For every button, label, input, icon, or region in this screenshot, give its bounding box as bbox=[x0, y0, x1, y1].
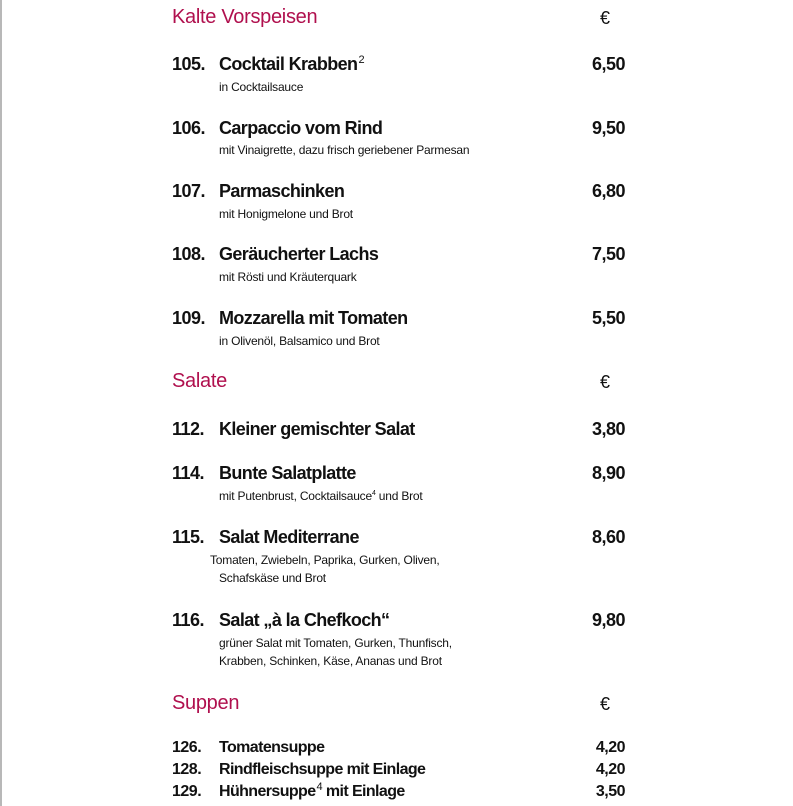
item-price: 3,80 bbox=[591, 419, 625, 439]
item-price: 9,80 bbox=[591, 610, 625, 630]
section-title-kalte-vorspeisen: Kalte Vorspeisen bbox=[172, 6, 318, 28]
item-description: grüner Salat mit Tomaten, Gurken, Thunfisch, bbox=[219, 636, 452, 650]
item-price: 8,90 bbox=[591, 463, 625, 483]
item-name: Mozzarella mit Tomaten bbox=[219, 308, 408, 328]
item-price: 9,50 bbox=[591, 118, 625, 138]
item-price: 5,50 bbox=[591, 308, 625, 328]
item-name: Bunte Salatplatte bbox=[219, 463, 356, 483]
item-number: 126. bbox=[172, 739, 202, 756]
item-number: 129. bbox=[172, 783, 202, 800]
item-description: Krabben, Schinken, Käse, Ananas und Brot bbox=[219, 654, 442, 668]
item-description: Schafskäse und Brot bbox=[219, 571, 326, 585]
item-description: mit Honigmelone und Brot bbox=[219, 207, 353, 221]
item-number: 128. bbox=[172, 761, 202, 778]
item-name: Hühnersuppe$^4$ mit Einlage bbox=[219, 780, 405, 800]
item-number: 106. bbox=[172, 118, 206, 138]
item-name: Salat „à la Chefkoch“ bbox=[219, 610, 390, 630]
page-left-border bbox=[0, 0, 2, 806]
section-title-suppen: Suppen bbox=[172, 692, 240, 714]
section-title-salate: Salate bbox=[172, 370, 227, 392]
section-currency-label: € bbox=[600, 694, 611, 714]
item-name: Geräucherter Lachs bbox=[219, 244, 379, 264]
allergen-footnote: 2 bbox=[358, 54, 364, 66]
item-name: Rindfleischsuppe mit Einlage bbox=[219, 761, 426, 778]
item-number: 108. bbox=[172, 244, 206, 264]
item-number: 109. bbox=[172, 308, 206, 328]
item-price: 3,50 bbox=[595, 783, 625, 800]
item-description: in Olivenöl, Balsamico und Brot bbox=[219, 334, 380, 348]
item-name: Kleiner gemischter Salat bbox=[219, 419, 415, 439]
item-description: Tomaten, Zwiebeln, Paprika, Gurken, Oliven, bbox=[210, 553, 440, 567]
allergen-footnote: 4 bbox=[371, 490, 376, 497]
item-number: 115. bbox=[172, 527, 205, 547]
section-currency-label: € bbox=[600, 8, 611, 28]
item-price: 6,50 bbox=[591, 54, 625, 74]
item-price: 4,20 bbox=[595, 761, 625, 778]
item-name: Carpaccio vom Rind bbox=[219, 118, 383, 138]
item-number: 107. bbox=[172, 181, 206, 201]
item-description: mit Rösti und Kräuterquark bbox=[219, 270, 357, 284]
item-description: in Cocktailsauce bbox=[219, 80, 304, 94]
item-price: 4,20 bbox=[595, 739, 625, 756]
allergen-footnote: 4 bbox=[316, 780, 323, 793]
item-description: mit Vinaigrette, dazu frisch geriebener Parmesan bbox=[219, 143, 470, 157]
item-number: 116. bbox=[172, 610, 205, 630]
item-name: Tomatensuppe bbox=[219, 739, 325, 756]
item-price: 8,60 bbox=[591, 527, 625, 547]
item-price: 7,50 bbox=[591, 244, 625, 264]
item-description: mit Putenbrust, Cocktailsauce$^4$ und Brot bbox=[219, 489, 423, 503]
item-name: Cocktail Krabben$^2$ bbox=[219, 54, 364, 74]
item-number: 112. bbox=[172, 419, 205, 439]
item-name: Salat Mediterrane bbox=[219, 527, 359, 547]
item-name: Parmaschinken bbox=[219, 181, 345, 201]
item-number: 114. bbox=[172, 463, 205, 483]
item-number: 105. bbox=[172, 54, 206, 74]
item-price: 6,80 bbox=[591, 181, 625, 201]
section-currency-label: € bbox=[600, 372, 611, 392]
